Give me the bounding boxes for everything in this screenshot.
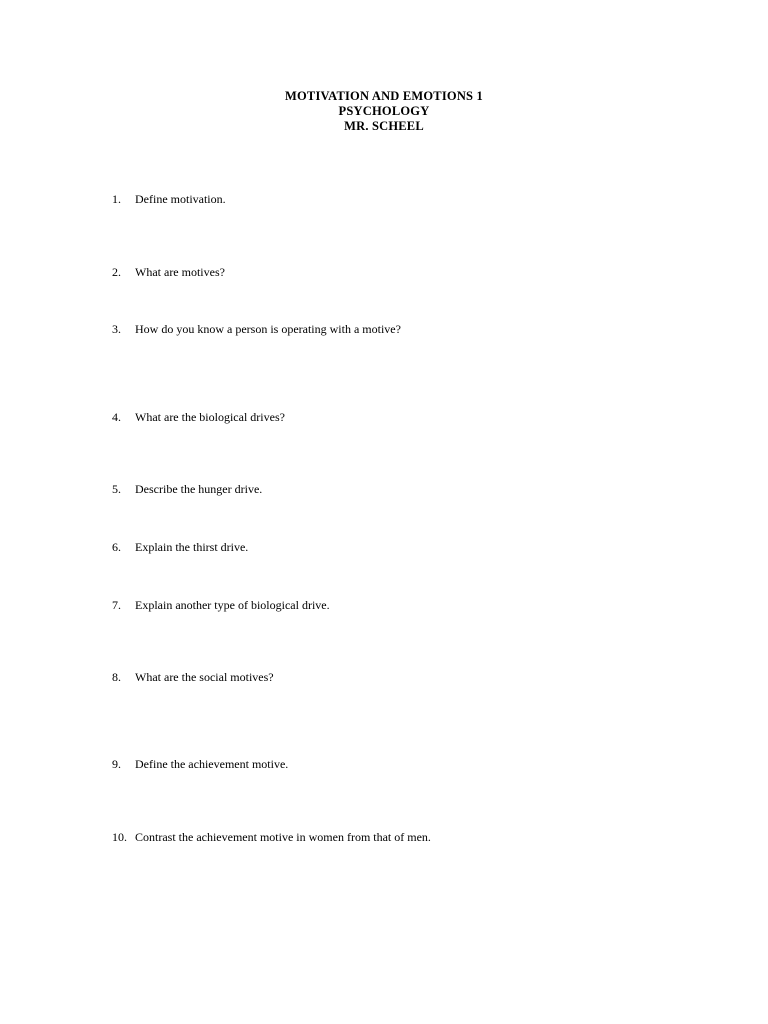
- question-number: 5.: [112, 482, 121, 496]
- question-item: [112, 830, 431, 844]
- question-item: [112, 192, 226, 206]
- question-text: What are the social motives?: [135, 670, 274, 684]
- question-text: Explain the thirst drive.: [135, 540, 249, 554]
- question-text: Define motivation.: [135, 192, 226, 206]
- question-number: 3.: [112, 322, 121, 336]
- question-item: [112, 322, 401, 336]
- question-text: Contrast the achievement motive in women from that of men.: [135, 830, 431, 844]
- question-number: 6.: [112, 540, 121, 554]
- question-number: 10.: [112, 830, 127, 844]
- course-name: PSYCHOLOGY: [338, 104, 430, 118]
- question-number: 8.: [112, 670, 121, 684]
- question-item: [112, 540, 248, 554]
- question-number: 2.: [112, 265, 121, 279]
- question-item: [112, 482, 262, 496]
- question-text: Explain another type of biological drive.: [135, 598, 330, 612]
- question-number: 7.: [112, 598, 121, 612]
- question-text: What are motives?: [135, 265, 225, 279]
- question-text: What are the biological drives?: [135, 410, 285, 424]
- question-text: Define the achievement motive.: [135, 757, 289, 771]
- document-header: [0, 89, 768, 134]
- question-item: [112, 670, 274, 684]
- question-item: [112, 757, 288, 771]
- question-number: 4.: [112, 410, 121, 424]
- teacher-name: MR. SCHEEL: [344, 119, 424, 133]
- question-item: [112, 265, 225, 279]
- question-number: 9.: [112, 757, 121, 771]
- question-item: [112, 410, 285, 424]
- question-number: 1.: [112, 192, 121, 206]
- question-text: Describe the hunger drive.: [135, 482, 263, 496]
- question-text: How do you know a person is operating with a motive?: [135, 322, 401, 336]
- question-item: [112, 598, 330, 612]
- document-title: MOTIVATION AND EMOTIONS 1: [285, 89, 483, 103]
